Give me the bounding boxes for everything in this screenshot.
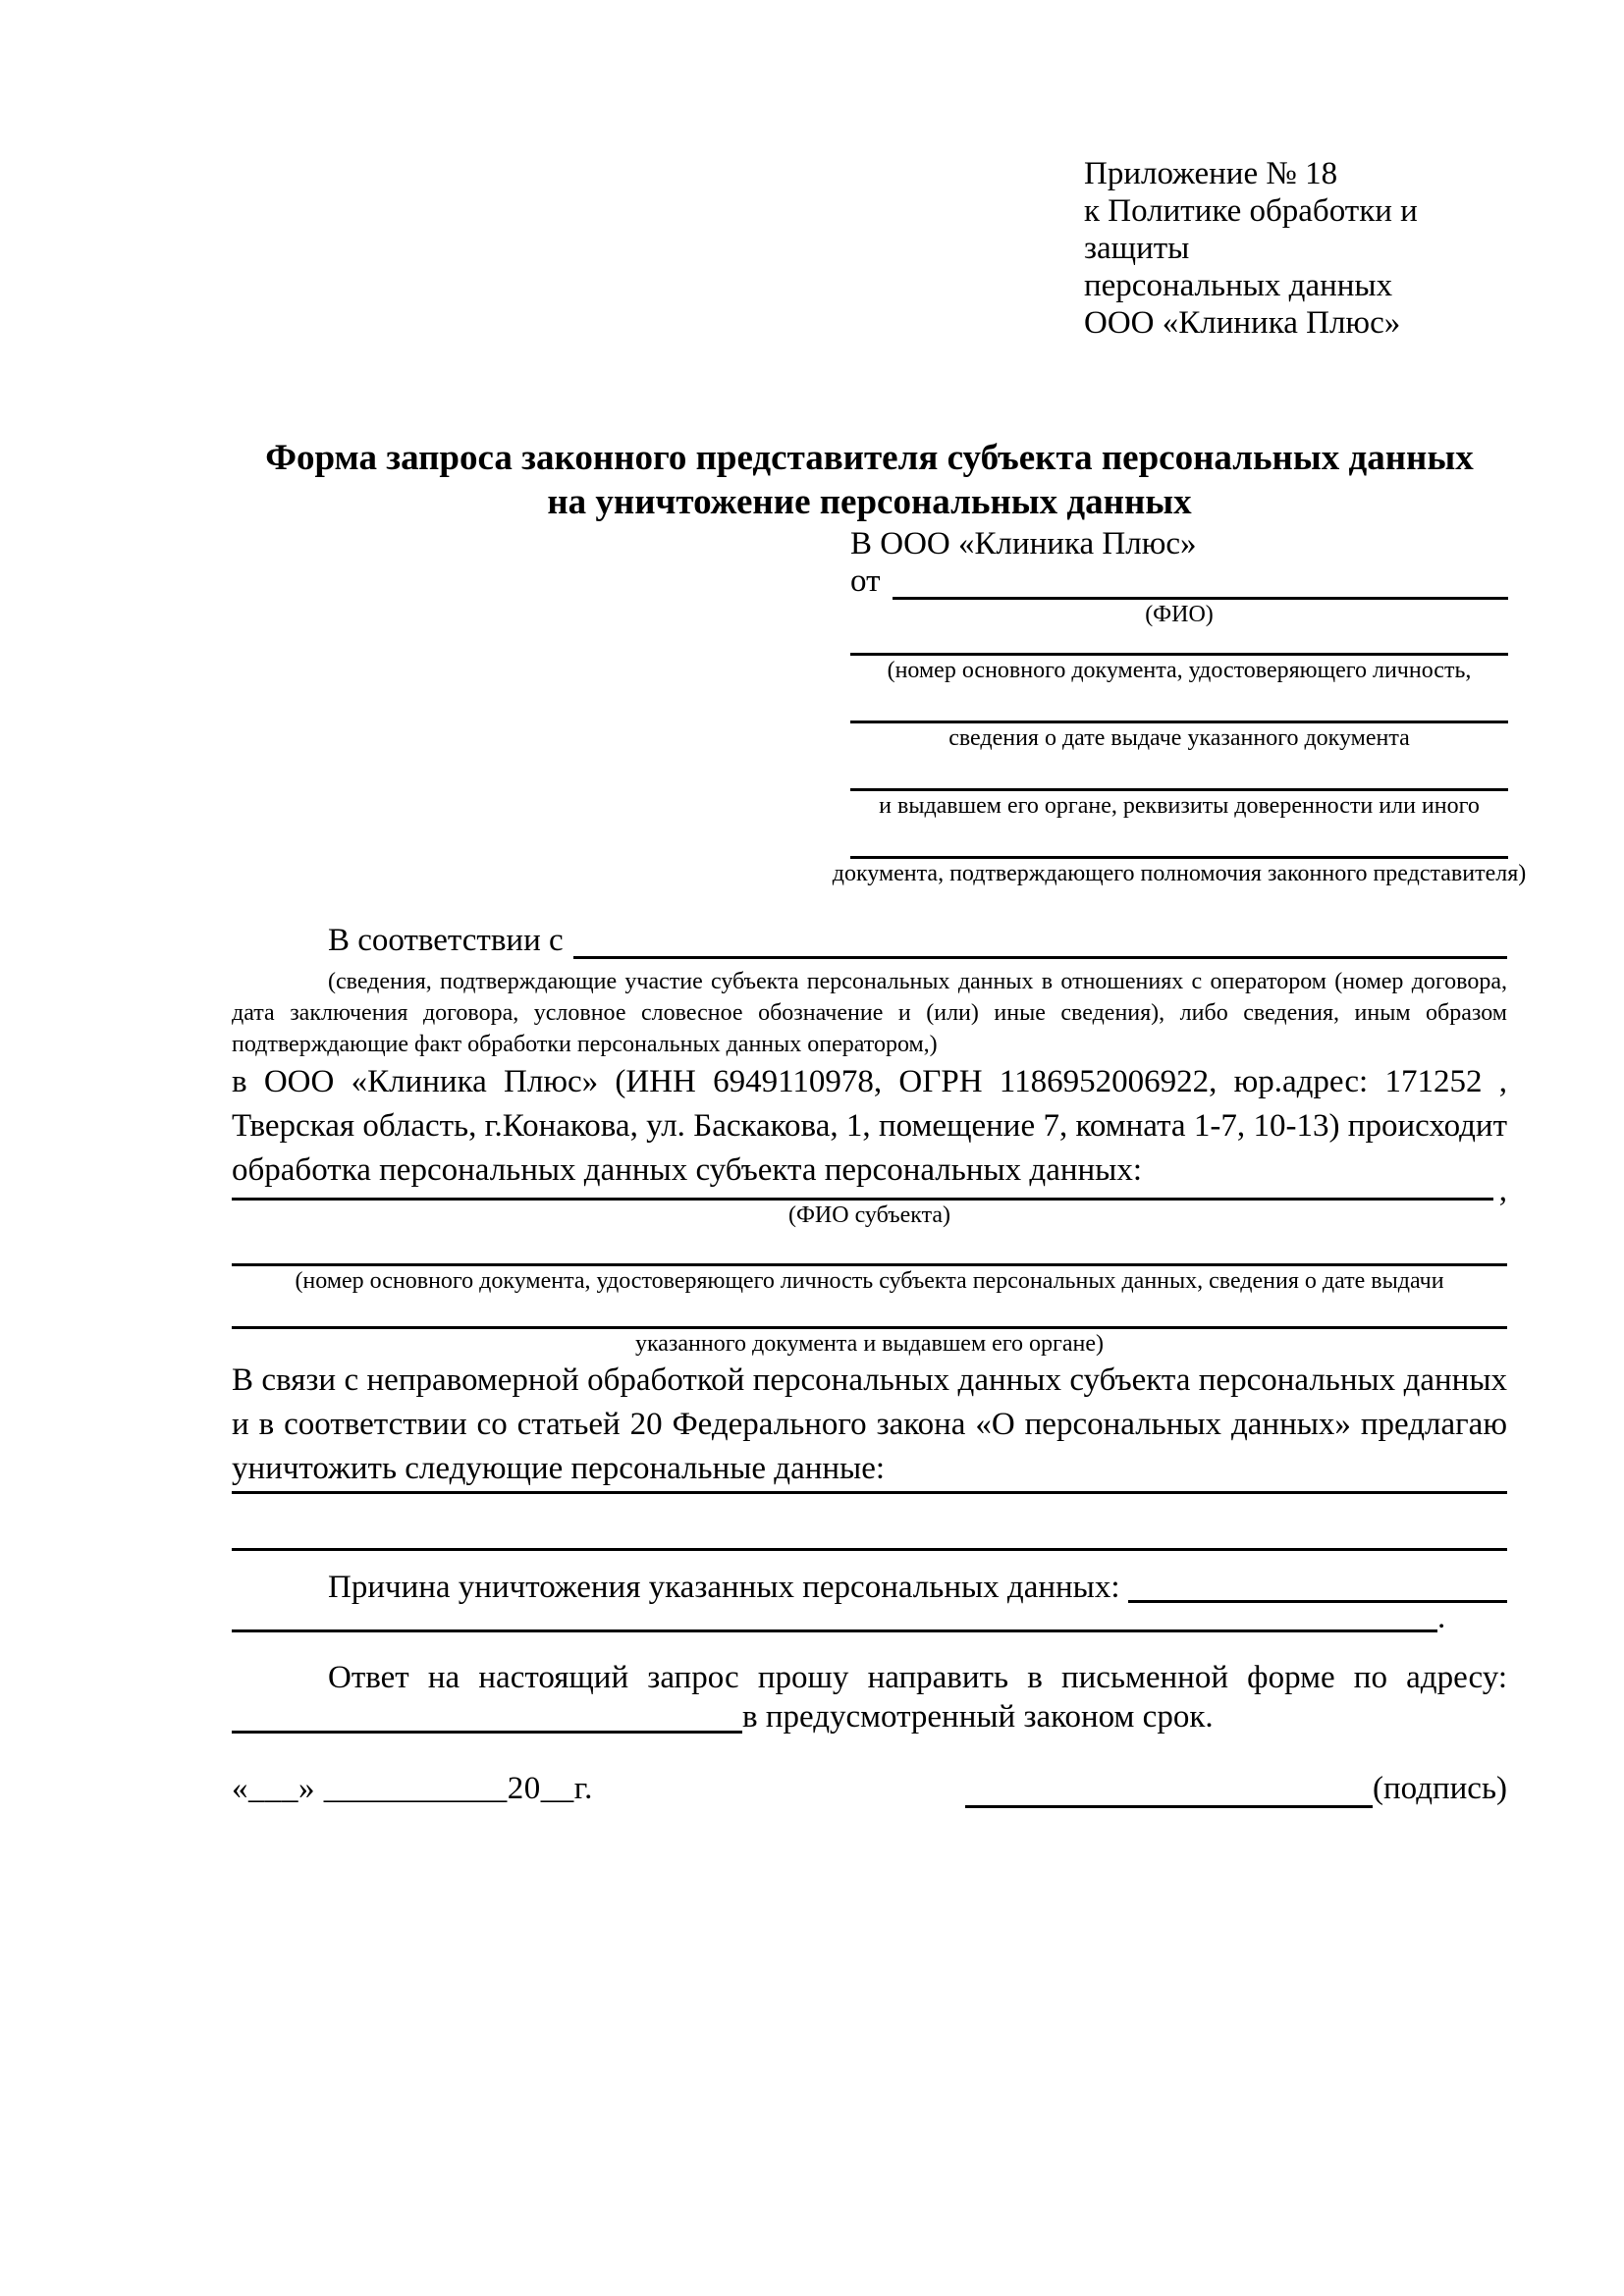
- reply-paragraph: Ответ на настоящий запрос прошу направить в письменной форме по адресу:: [328, 1660, 1507, 1695]
- from-row: [850, 563, 1508, 600]
- appendix-line: Приложение № 18: [1084, 156, 1338, 191]
- caption-issuing-authority-text: и выдавшем его органе, реквизиты доверенности или иного: [879, 793, 1480, 819]
- blank-line: [850, 629, 1508, 656]
- signature-blank-line: [965, 1769, 1373, 1808]
- blank-line: [232, 1230, 1507, 1266]
- appendix-line: к Политике обработки и защиты: [1084, 193, 1418, 266]
- date-line: «___» ___________20__г.: [232, 1771, 593, 1806]
- caption-subject-doc-2-text: указанного документа и выдавшем его органе): [634, 1331, 1105, 1357]
- from-label: от: [850, 563, 881, 599]
- accordance-label: В соответствии с: [328, 923, 564, 958]
- blank-line: [232, 1548, 1507, 1551]
- subject-fio-blank-line: [232, 1198, 1493, 1201]
- operator-paragraph: в ООО «Клиника Плюс» (ИНН 6949110978, ОГРН 1186952006922, юр.адрес: 171252 , Тверская область, г.Конакова, ул. Баскакова, 1, помещение 7, комната 1-7, 10-13) происходит обработка персональных данных субъекта персональных данных:: [232, 1064, 1507, 1188]
- appendix-line: персональных данных: [1084, 268, 1393, 303]
- date-signature-row: [232, 1769, 1507, 1808]
- caption-subject-doc-2: [232, 1329, 1507, 1359]
- request-paragraph: В связи с неправомерной обработкой персональных данных субъекта персональных данных и в соответствии со статьей 20 Федерального закона «О персональных данных» предлагаю уничтожить следующие персональные данные:: [232, 1362, 1507, 1486]
- form-title: [232, 436, 1507, 524]
- blank-line: [232, 1491, 1507, 1494]
- form-title-line-2: на уничтожение персональных данных: [547, 482, 1192, 522]
- appendix-line: ООО «Клиника Плюс»: [1084, 305, 1401, 341]
- blank-line: [232, 1296, 1507, 1329]
- reason-row: [232, 1572, 1507, 1603]
- accordance-row: [232, 922, 1507, 959]
- signature-block: [965, 1769, 1507, 1808]
- addressee-block: [832, 524, 1527, 888]
- caption-issuing-authority: [850, 791, 1508, 821]
- reply-address-row: [232, 1700, 1507, 1734]
- from-blank-line: [893, 563, 1509, 600]
- blank-line: [232, 1603, 1437, 1632]
- caption-doc-number: [850, 656, 1508, 685]
- caption-subject-fio: [232, 1201, 1507, 1230]
- caption-power-of-attorney: [832, 859, 1527, 888]
- blank-line: [850, 821, 1508, 859]
- term-suffix: в предусмотренный законом срок.: [742, 1699, 1214, 1735]
- form-title-line-1: Форма запроса законного представителя субъекта персональных данных: [265, 438, 1474, 478]
- reason-label: Причина уничтожения указанных персональных данных:: [328, 1570, 1120, 1605]
- blank-line: [850, 685, 1508, 723]
- caption-subject-doc-1: [232, 1266, 1507, 1296]
- accordance-note: (сведения, подтверждающие участие субъекта персональных данных в отношениях с оператором (номер договора, дата заключения договора, условное словесное обозначение и (или) иные сведения), либо сведения, иным образом подтверждающие факт обработки персональных данных оператором,): [232, 969, 1507, 1057]
- caption-doc-number-text: (номер основного документа, удостоверяющего личность,: [887, 658, 1472, 683]
- accordance-blank-line: [573, 922, 1507, 959]
- line-period: .: [1437, 1600, 1446, 1635]
- addressee-to: В ООО «Клиника Плюс»: [850, 526, 1197, 561]
- caption-issue-date: [850, 723, 1508, 753]
- caption-subject-doc-1-text: (номер основного документа, удостоверяющего личность субъекта персональных данных, сведения о дате выдачи: [295, 1268, 1444, 1294]
- subject-fio-row: [232, 1173, 1507, 1208]
- caption-fio: [850, 600, 1508, 629]
- caption-subject-fio-text: (ФИО субъекта): [787, 1202, 951, 1228]
- subject-fio-comma: ,: [1498, 1173, 1507, 1208]
- reason-blank-line: [1128, 1572, 1507, 1603]
- caption-issue-date-text: сведения о дате выдаче указанного документа: [948, 725, 1410, 751]
- caption-fio-text: (ФИО): [1145, 602, 1214, 627]
- caption-power-of-attorney-text: документа, подтверждающего полномочия законного представителя): [832, 861, 1527, 886]
- appendix-header: [1084, 155, 1507, 342]
- address-blank-line: [232, 1700, 742, 1734]
- signature-caption: (подпись): [1373, 1771, 1507, 1806]
- reason-continuation-row: [232, 1600, 1507, 1635]
- blank-line: [850, 753, 1508, 791]
